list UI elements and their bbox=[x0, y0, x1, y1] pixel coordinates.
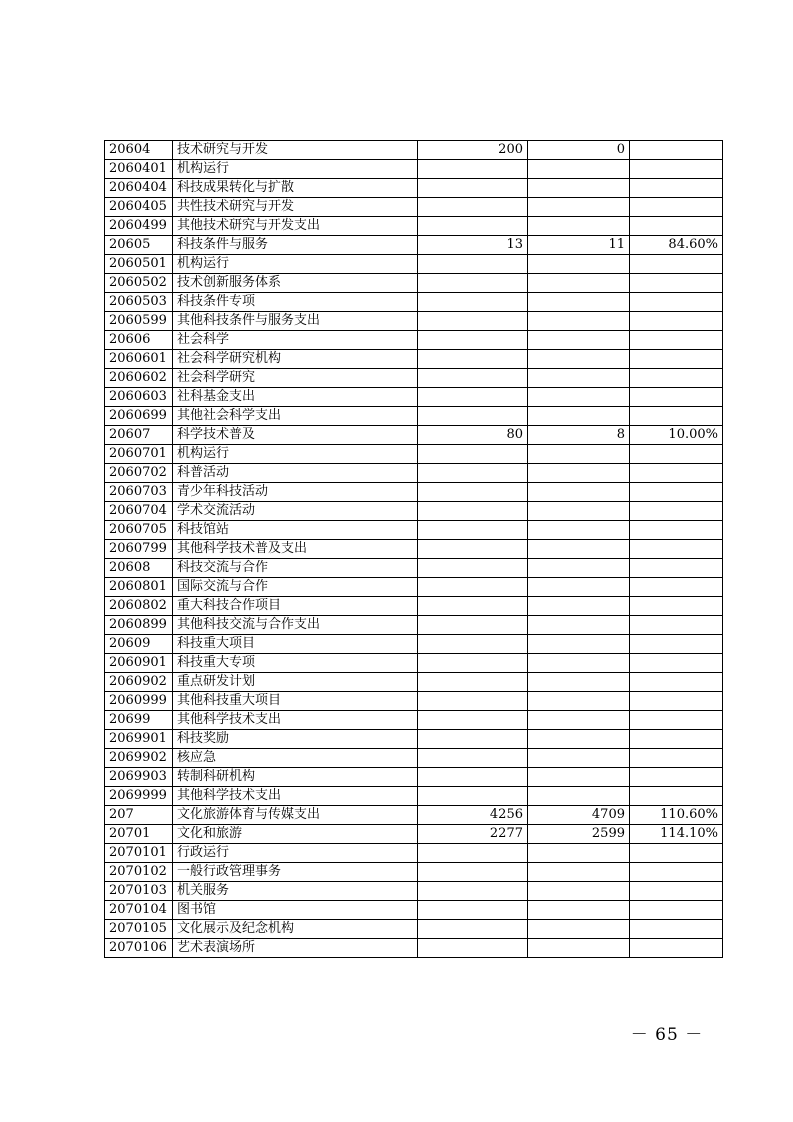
subject-code-cell: 2069903 bbox=[105, 768, 173, 787]
amount-a-cell bbox=[418, 787, 528, 806]
percent-cell bbox=[630, 483, 723, 502]
subject-name-cell: 重点研发计划 bbox=[173, 673, 418, 692]
table-row bbox=[105, 255, 723, 274]
amount-a-cell bbox=[418, 863, 528, 882]
percent-cell bbox=[630, 388, 723, 407]
table-row bbox=[105, 692, 723, 711]
subject-code-cell: 2060702 bbox=[105, 464, 173, 483]
subject-name-cell: 机关服务 bbox=[173, 882, 418, 901]
percent-cell bbox=[630, 559, 723, 578]
amount-b-cell bbox=[528, 255, 630, 274]
amount-b-cell bbox=[528, 787, 630, 806]
percent-cell bbox=[630, 464, 723, 483]
amount-b-cell bbox=[528, 369, 630, 388]
subject-code-cell: 2060801 bbox=[105, 578, 173, 597]
percent-cell bbox=[630, 939, 723, 958]
table-row bbox=[105, 407, 723, 426]
percent-cell bbox=[630, 198, 723, 217]
amount-b-cell bbox=[528, 160, 630, 179]
amount-b-cell: 2599 bbox=[528, 825, 630, 844]
subject-name-cell: 文化旅游体育与传媒支出 bbox=[173, 806, 418, 825]
subject-code-cell: 2060902 bbox=[105, 673, 173, 692]
subject-name-cell: 科技成果转化与扩散 bbox=[173, 179, 418, 198]
percent-cell bbox=[630, 635, 723, 654]
table-row bbox=[105, 635, 723, 654]
percent-cell: 10.00% bbox=[630, 426, 723, 445]
percent-cell bbox=[630, 274, 723, 293]
subject-code-cell: 2070103 bbox=[105, 882, 173, 901]
table-row bbox=[105, 388, 723, 407]
amount-b-cell bbox=[528, 749, 630, 768]
subject-code-cell: 2070102 bbox=[105, 863, 173, 882]
amount-a-cell bbox=[418, 331, 528, 350]
table-row bbox=[105, 293, 723, 312]
table-row bbox=[105, 483, 723, 502]
percent-cell bbox=[630, 160, 723, 179]
percent-cell bbox=[630, 597, 723, 616]
table-row bbox=[105, 464, 723, 483]
subject-code-cell: 2070105 bbox=[105, 920, 173, 939]
amount-a-cell bbox=[418, 274, 528, 293]
amount-b-cell bbox=[528, 578, 630, 597]
subject-code-cell: 2060703 bbox=[105, 483, 173, 502]
amount-a-cell bbox=[418, 616, 528, 635]
subject-name-cell: 科技条件专项 bbox=[173, 293, 418, 312]
amount-a-cell bbox=[418, 483, 528, 502]
table-row bbox=[105, 749, 723, 768]
percent-cell bbox=[630, 863, 723, 882]
amount-a-cell: 13 bbox=[418, 236, 528, 255]
amount-a-cell bbox=[418, 920, 528, 939]
table-row bbox=[105, 882, 723, 901]
amount-a-cell: 2277 bbox=[418, 825, 528, 844]
subject-code-cell: 2060601 bbox=[105, 350, 173, 369]
subject-code-cell: 2060404 bbox=[105, 179, 173, 198]
subject-name-cell: 其他科技条件与服务支出 bbox=[173, 312, 418, 331]
subject-code-cell: 2060802 bbox=[105, 597, 173, 616]
subject-code-cell: 2060899 bbox=[105, 616, 173, 635]
table-row bbox=[105, 445, 723, 464]
subject-code-cell: 2060704 bbox=[105, 502, 173, 521]
amount-b-cell bbox=[528, 939, 630, 958]
amount-b-cell bbox=[528, 198, 630, 217]
amount-a-cell bbox=[418, 502, 528, 521]
amount-a-cell bbox=[418, 160, 528, 179]
amount-b-cell bbox=[528, 654, 630, 673]
amount-a-cell bbox=[418, 369, 528, 388]
subject-code-cell: 2060599 bbox=[105, 312, 173, 331]
amount-b-cell bbox=[528, 597, 630, 616]
subject-name-cell: 重大科技合作项目 bbox=[173, 597, 418, 616]
percent-cell bbox=[630, 654, 723, 673]
percent-cell bbox=[630, 673, 723, 692]
table-row bbox=[105, 730, 723, 749]
subject-name-cell: 文化展示及纪念机构 bbox=[173, 920, 418, 939]
amount-a-cell bbox=[418, 939, 528, 958]
table-row bbox=[105, 787, 723, 806]
percent-cell bbox=[630, 616, 723, 635]
percent-cell bbox=[630, 711, 723, 730]
table-body bbox=[105, 141, 723, 958]
subject-code-cell: 2060699 bbox=[105, 407, 173, 426]
amount-b-cell bbox=[528, 559, 630, 578]
percent-cell: 114.10% bbox=[630, 825, 723, 844]
amount-a-cell bbox=[418, 597, 528, 616]
table-row bbox=[105, 901, 723, 920]
subject-code-cell: 20609 bbox=[105, 635, 173, 654]
subject-name-cell: 机构运行 bbox=[173, 255, 418, 274]
amount-a-cell bbox=[418, 445, 528, 464]
subject-name-cell: 机构运行 bbox=[173, 160, 418, 179]
amount-a-cell: 4256 bbox=[418, 806, 528, 825]
amount-b-cell bbox=[528, 844, 630, 863]
table-row bbox=[105, 369, 723, 388]
amount-a-cell bbox=[418, 673, 528, 692]
subject-code-cell: 20608 bbox=[105, 559, 173, 578]
amount-b-cell bbox=[528, 901, 630, 920]
amount-b-cell bbox=[528, 692, 630, 711]
table-row bbox=[105, 559, 723, 578]
table-row bbox=[105, 312, 723, 331]
subject-name-cell: 社会科学研究 bbox=[173, 369, 418, 388]
table-row bbox=[105, 236, 723, 255]
table-row bbox=[105, 825, 723, 844]
subject-code-cell: 20699 bbox=[105, 711, 173, 730]
subject-code-cell: 207 bbox=[105, 806, 173, 825]
amount-a-cell bbox=[418, 388, 528, 407]
amount-a-cell bbox=[418, 179, 528, 198]
amount-b-cell bbox=[528, 388, 630, 407]
amount-b-cell bbox=[528, 407, 630, 426]
table-row bbox=[105, 654, 723, 673]
subject-name-cell: 科技重大项目 bbox=[173, 635, 418, 654]
table-row bbox=[105, 540, 723, 559]
subject-code-cell: 2060501 bbox=[105, 255, 173, 274]
table-row bbox=[105, 331, 723, 350]
subject-code-cell: 2060502 bbox=[105, 274, 173, 293]
table-row bbox=[105, 768, 723, 787]
subject-name-cell: 艺术表演场所 bbox=[173, 939, 418, 958]
subject-name-cell: 其他技术研究与开发支出 bbox=[173, 217, 418, 236]
subject-code-cell: 2069901 bbox=[105, 730, 173, 749]
amount-b-cell: 11 bbox=[528, 236, 630, 255]
percent-cell bbox=[630, 730, 723, 749]
table-row bbox=[105, 616, 723, 635]
table-row bbox=[105, 502, 723, 521]
subject-name-cell: 技术研究与开发 bbox=[173, 141, 418, 160]
subject-name-cell: 社科基金支出 bbox=[173, 388, 418, 407]
percent-cell bbox=[630, 787, 723, 806]
subject-name-cell: 科技交流与合作 bbox=[173, 559, 418, 578]
amount-a-cell bbox=[418, 198, 528, 217]
amount-b-cell bbox=[528, 274, 630, 293]
amount-b-cell bbox=[528, 920, 630, 939]
amount-a-cell bbox=[418, 464, 528, 483]
amount-a-cell bbox=[418, 255, 528, 274]
amount-a-cell bbox=[418, 350, 528, 369]
subject-name-cell: 科学技术普及 bbox=[173, 426, 418, 445]
percent-cell bbox=[630, 540, 723, 559]
amount-a-cell bbox=[418, 312, 528, 331]
subject-code-cell: 2060799 bbox=[105, 540, 173, 559]
subject-code-cell: 20607 bbox=[105, 426, 173, 445]
amount-a-cell bbox=[418, 521, 528, 540]
subject-name-cell: 文化和旅游 bbox=[173, 825, 418, 844]
percent-cell bbox=[630, 578, 723, 597]
amount-b-cell bbox=[528, 331, 630, 350]
table-row bbox=[105, 521, 723, 540]
percent-cell bbox=[630, 920, 723, 939]
amount-b-cell bbox=[528, 863, 630, 882]
subject-name-cell: 一般行政管理事务 bbox=[173, 863, 418, 882]
percent-cell bbox=[630, 407, 723, 426]
subject-code-cell: 2060602 bbox=[105, 369, 173, 388]
amount-b-cell bbox=[528, 768, 630, 787]
percent-cell bbox=[630, 312, 723, 331]
amount-b-cell bbox=[528, 540, 630, 559]
amount-b-cell bbox=[528, 179, 630, 198]
amount-b-cell bbox=[528, 673, 630, 692]
percent-cell bbox=[630, 350, 723, 369]
amount-b-cell bbox=[528, 350, 630, 369]
subject-code-cell: 2060603 bbox=[105, 388, 173, 407]
table-row bbox=[105, 863, 723, 882]
subject-name-cell: 学术交流活动 bbox=[173, 502, 418, 521]
subject-name-cell: 其他科技重大项目 bbox=[173, 692, 418, 711]
amount-a-cell bbox=[418, 578, 528, 597]
subject-code-cell: 2060499 bbox=[105, 217, 173, 236]
percent-cell bbox=[630, 369, 723, 388]
table-row bbox=[105, 939, 723, 958]
percent-cell bbox=[630, 521, 723, 540]
amount-b-cell bbox=[528, 312, 630, 331]
percent-cell bbox=[630, 255, 723, 274]
subject-name-cell: 社会科学研究机构 bbox=[173, 350, 418, 369]
percent-cell bbox=[630, 141, 723, 160]
table-row bbox=[105, 274, 723, 293]
table-row bbox=[105, 673, 723, 692]
subject-name-cell: 国际交流与合作 bbox=[173, 578, 418, 597]
amount-b-cell bbox=[528, 711, 630, 730]
amount-a-cell bbox=[418, 293, 528, 312]
amount-b-cell: 8 bbox=[528, 426, 630, 445]
amount-a-cell bbox=[418, 749, 528, 768]
amount-a-cell bbox=[418, 540, 528, 559]
amount-b-cell bbox=[528, 730, 630, 749]
subject-code-cell: 2060705 bbox=[105, 521, 173, 540]
subject-code-cell: 2060701 bbox=[105, 445, 173, 464]
amount-a-cell bbox=[418, 635, 528, 654]
subject-code-cell: 2069999 bbox=[105, 787, 173, 806]
amount-b-cell: 4709 bbox=[528, 806, 630, 825]
subject-name-cell: 转制科研机构 bbox=[173, 768, 418, 787]
percent-cell bbox=[630, 749, 723, 768]
subject-code-cell: 20604 bbox=[105, 141, 173, 160]
subject-name-cell: 科技馆站 bbox=[173, 521, 418, 540]
amount-a-cell bbox=[418, 692, 528, 711]
subject-name-cell: 核应急 bbox=[173, 749, 418, 768]
amount-a-cell: 200 bbox=[418, 141, 528, 160]
amount-b-cell bbox=[528, 635, 630, 654]
table-row bbox=[105, 711, 723, 730]
table-row bbox=[105, 426, 723, 445]
subject-code-cell: 2070106 bbox=[105, 939, 173, 958]
subject-name-cell: 其他科学技术支出 bbox=[173, 711, 418, 730]
subject-name-cell: 其他社会科学支出 bbox=[173, 407, 418, 426]
subject-code-cell: 2060405 bbox=[105, 198, 173, 217]
subject-name-cell: 机构运行 bbox=[173, 445, 418, 464]
percent-cell bbox=[630, 901, 723, 920]
amount-b-cell bbox=[528, 882, 630, 901]
table-row bbox=[105, 920, 723, 939]
subject-name-cell: 共性技术研究与开发 bbox=[173, 198, 418, 217]
table-row bbox=[105, 179, 723, 198]
subject-code-cell: 2069902 bbox=[105, 749, 173, 768]
subject-name-cell: 图书馆 bbox=[173, 901, 418, 920]
subject-name-cell: 科普活动 bbox=[173, 464, 418, 483]
table-row bbox=[105, 578, 723, 597]
amount-a-cell bbox=[418, 654, 528, 673]
subject-code-cell: 2060999 bbox=[105, 692, 173, 711]
amount-b-cell bbox=[528, 616, 630, 635]
amount-b-cell bbox=[528, 483, 630, 502]
percent-cell bbox=[630, 844, 723, 863]
amount-b-cell: 0 bbox=[528, 141, 630, 160]
percent-cell bbox=[630, 293, 723, 312]
subject-name-cell: 科技奖励 bbox=[173, 730, 418, 749]
subject-name-cell: 行政运行 bbox=[173, 844, 418, 863]
amount-a-cell: 80 bbox=[418, 426, 528, 445]
amount-b-cell bbox=[528, 293, 630, 312]
percent-cell bbox=[630, 217, 723, 236]
subject-name-cell: 其他科学技术普及支出 bbox=[173, 540, 418, 559]
percent-cell: 110.60% bbox=[630, 806, 723, 825]
subject-code-cell: 20605 bbox=[105, 236, 173, 255]
table-row bbox=[105, 198, 723, 217]
percent-cell bbox=[630, 502, 723, 521]
subject-name-cell: 科技条件与服务 bbox=[173, 236, 418, 255]
amount-b-cell bbox=[528, 464, 630, 483]
budget-table bbox=[104, 140, 723, 958]
page-number: － 65 － bbox=[630, 1025, 704, 1045]
amount-b-cell bbox=[528, 217, 630, 236]
table-row bbox=[105, 160, 723, 179]
subject-code-cell: 20701 bbox=[105, 825, 173, 844]
subject-name-cell: 其他科学技术支出 bbox=[173, 787, 418, 806]
percent-cell bbox=[630, 179, 723, 198]
percent-cell bbox=[630, 692, 723, 711]
subject-name-cell: 社会科学 bbox=[173, 331, 418, 350]
amount-a-cell bbox=[418, 559, 528, 578]
amount-a-cell bbox=[418, 901, 528, 920]
percent-cell bbox=[630, 331, 723, 350]
amount-b-cell bbox=[528, 521, 630, 540]
amount-b-cell bbox=[528, 445, 630, 464]
amount-a-cell bbox=[418, 407, 528, 426]
subject-name-cell: 青少年科技活动 bbox=[173, 483, 418, 502]
table-row bbox=[105, 350, 723, 369]
table-row bbox=[105, 597, 723, 616]
percent-cell bbox=[630, 768, 723, 787]
amount-a-cell bbox=[418, 711, 528, 730]
percent-cell bbox=[630, 445, 723, 464]
subject-code-cell: 20606 bbox=[105, 331, 173, 350]
subject-name-cell: 技术创新服务体系 bbox=[173, 274, 418, 293]
amount-b-cell bbox=[528, 502, 630, 521]
subject-code-cell: 2060503 bbox=[105, 293, 173, 312]
amount-a-cell bbox=[418, 882, 528, 901]
subject-code-cell: 2070101 bbox=[105, 844, 173, 863]
table-row bbox=[105, 844, 723, 863]
amount-a-cell bbox=[418, 217, 528, 236]
table-row bbox=[105, 141, 723, 160]
percent-cell bbox=[630, 882, 723, 901]
table-row bbox=[105, 217, 723, 236]
subject-name-cell: 科技重大专项 bbox=[173, 654, 418, 673]
amount-a-cell bbox=[418, 768, 528, 787]
subject-code-cell: 2070104 bbox=[105, 901, 173, 920]
percent-cell: 84.60% bbox=[630, 236, 723, 255]
amount-a-cell bbox=[418, 844, 528, 863]
table-row bbox=[105, 806, 723, 825]
subject-code-cell: 2060401 bbox=[105, 160, 173, 179]
subject-name-cell: 其他科技交流与合作支出 bbox=[173, 616, 418, 635]
subject-code-cell: 2060901 bbox=[105, 654, 173, 673]
amount-a-cell bbox=[418, 730, 528, 749]
